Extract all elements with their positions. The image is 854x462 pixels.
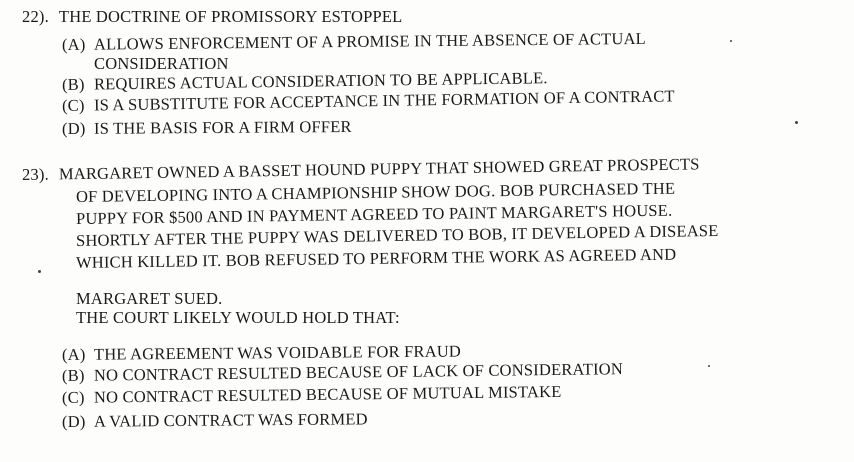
scan-speck [795, 121, 798, 124]
q22-option-d-text: IS THE BASIS FOR A FIRM OFFER [93, 116, 352, 138]
q22-stem: THE DOCTRINE OF PROMISSORY ESTOPPEL [58, 7, 403, 26]
q22-option-a-text-2: CONSIDERATION [94, 54, 229, 73]
q23-stem-2: OF DEVELOPING INTO A CHAMPIONSHIP SHOW DOG. BOB PURCHASED THE [75, 178, 676, 206]
q23-stem-3: PUPPY FOR $500 AND IN PAYMENT AGREED TO PAINT MARGARET'S HOUSE. [75, 200, 673, 228]
q22-option-b-text: REQUIRES ACTUAL CONSIDERATION TO BE APPLICABLE. [93, 68, 548, 94]
q23-stem-line-7 [76, 309, 400, 327]
q22-option-b-letter: (B) [61, 74, 85, 94]
q23-option-c-text: NO CONTRACT RESULTED BECAUSE OF MUTUAL MISTAKE [93, 381, 562, 407]
scan-speck [38, 270, 41, 273]
q23-stem-line-6 [76, 290, 222, 308]
q22-number: 22). [22, 7, 49, 26]
q22-option-a-text-1: ALLOWS ENFORCEMENT OF A PROMISE IN THE ABSENCE OF ACTUAL [93, 28, 646, 54]
q23-option-c [62, 383, 562, 407]
q23-option-b-letter: (B) [61, 365, 85, 385]
q22-option-d-letter: (D) [61, 118, 86, 138]
scan-speck [708, 365, 710, 367]
q23-option-a [62, 343, 461, 364]
q23-stem-6: MARGARET SUED. [76, 289, 223, 308]
q22-stem-line [22, 8, 402, 26]
scan-speck [730, 40, 732, 42]
q23-option-c-letter: (C) [61, 387, 85, 407]
q23-stem-7: THE COURT LIKELY WOULD HOLD THAT: [76, 308, 400, 327]
q23-stem-1: MARGARET OWNED A BASSET HOUND PUPPY THAT SHOWED GREAT PROSPECTS [58, 154, 700, 184]
q23-number: 23). [21, 164, 50, 184]
q23-option-d [62, 410, 368, 431]
q22-option-a [62, 30, 646, 54]
q22-option-c-text: IS A SUBSTITUTE FOR ACCEPTANCE IN THE FORMATION OF A CONTRACT [93, 86, 675, 115]
q23-stem-line-5 [76, 246, 677, 272]
q23-option-d-letter: (D) [61, 411, 86, 431]
q22-option-d [62, 118, 352, 138]
q22-option-c-letter: (C) [61, 95, 85, 115]
q22-option-a-letter: (A) [61, 34, 86, 54]
q23-option-b-text: NO CONTRACT RESULTED BECAUSE OF LACK OF CONSIDERATION [93, 359, 624, 385]
q23-option-a-text: THE AGREEMENT WAS VOIDABLE FOR FRAUD [93, 341, 462, 364]
q22-option-a-cont [94, 55, 229, 73]
q23-option-a-letter: (A) [61, 344, 86, 364]
q23-stem-5: WHICH KILLED IT. BOB REFUSED TO PERFORM THE WORK AS AGREED AND [75, 244, 677, 272]
q23-stem-4: SHORTLY AFTER THE PUPPY WAS DELIVERED TO BOB, IT DEVELOPED A DISEASE [75, 220, 719, 250]
q23-option-d-text: A VALID CONTRACT WAS FORMED [93, 409, 368, 431]
